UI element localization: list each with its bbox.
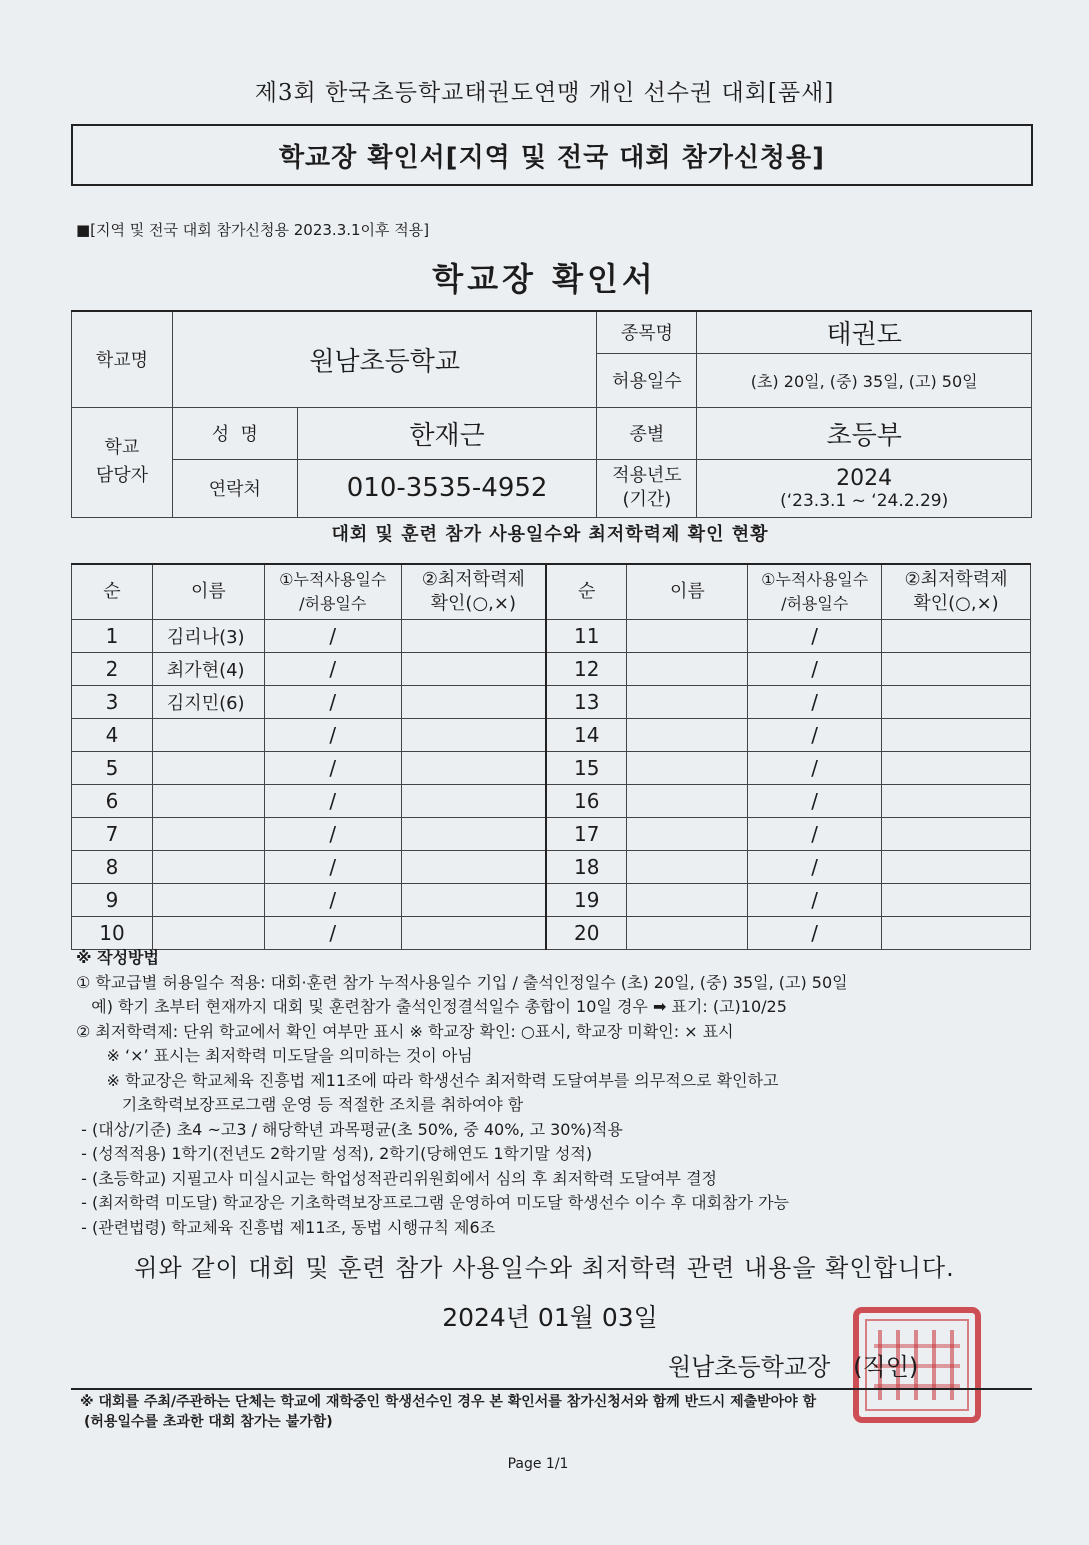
note-line: ※ 학교장은 학교체육 진흥법 제11조에 따라 학생선수 최저학력 도달여부를 의무적으로 확인하고 [76, 1070, 779, 1090]
row-no: 1 [72, 619, 153, 652]
boxed-title: 학교장 확인서[지역 및 전국 대회 참가신청용] [71, 124, 1033, 186]
row-check [401, 718, 546, 751]
note-line: ① 학교급별 허용일수 적용: 대회·훈련 참가 누적사용일수 기입 / 출석인정일수 (초) 20일, (중) 35일, (고) 50일 [76, 972, 848, 992]
manager-name-label: 성 명 [172, 407, 297, 459]
row-name: 김리나(3) [152, 619, 264, 652]
row-name [627, 916, 748, 949]
row-check [401, 817, 546, 850]
row-no: 20 [546, 916, 627, 949]
row-name: 최가현(4) [152, 652, 264, 685]
applied-year-cell [697, 459, 1032, 517]
row-no: 4 [72, 718, 153, 751]
note-line: - (관련법령) 학교체육 진흥법 제11조, 동법 시행규칙 제6조 [76, 1217, 496, 1237]
row-name [627, 817, 748, 850]
row-no: 2 [72, 652, 153, 685]
row-no: 5 [72, 751, 153, 784]
event-label: 종목명 [597, 311, 697, 353]
note-line: 예) 학기 초부터 현재까지 대회 및 훈련참가 출석인정결석일수 총합이 10일 경우 ➡ 표기: (고)10/25 [76, 997, 787, 1016]
row-name [152, 751, 264, 784]
row-check [401, 883, 546, 916]
row-check [882, 817, 1031, 850]
row-name [627, 619, 748, 652]
header-check: ②최저학력제 확인(○,×) [401, 564, 546, 619]
table-row [72, 784, 1031, 817]
row-check [401, 652, 546, 685]
row-days: / [748, 883, 882, 916]
contact-label: 연락처 [172, 459, 297, 517]
row-check [882, 619, 1031, 652]
table-row [72, 718, 1031, 751]
note-line: ※ 작성방법 [76, 948, 159, 967]
division-label: 종별 [597, 407, 697, 459]
event-value: 태권도 [697, 311, 1032, 353]
header-no: 순 [72, 564, 153, 619]
school-name-label: 학교명 [72, 311, 173, 407]
row-days: / [264, 784, 401, 817]
allowed-days-label: 허용일수 [597, 353, 697, 407]
row-name [627, 685, 748, 718]
table-row [72, 619, 1031, 652]
row-no: 19 [546, 883, 627, 916]
row-days: / [748, 718, 882, 751]
note-line: ※ ‘×’ 표시는 최저학력 미도달을 의미하는 것이 아님 [76, 1046, 473, 1065]
applied-year-label: 적용년도 (기간) [597, 459, 697, 517]
row-no: 18 [546, 850, 627, 883]
row-check [882, 751, 1031, 784]
row-no: 8 [72, 850, 153, 883]
header-name: 이름 [152, 564, 264, 619]
row-name [152, 817, 264, 850]
row-no: 6 [72, 784, 153, 817]
row-no: 17 [546, 817, 627, 850]
note-line: 기초학력보장프로그램 운영 등 적절한 조치를 취하여야 함 [76, 1095, 524, 1114]
row-name [627, 883, 748, 916]
writing-instructions [76, 946, 1036, 1240]
table-row [72, 817, 1031, 850]
table-row [72, 652, 1031, 685]
header-name-right: 이름 [627, 564, 748, 619]
row-no: 14 [546, 718, 627, 751]
row-no: 12 [546, 652, 627, 685]
row-days: / [264, 883, 401, 916]
header-days-right: ①누적사용일수 /허용일수 [748, 564, 882, 619]
table-row [72, 850, 1031, 883]
row-check [882, 850, 1031, 883]
row-name [627, 784, 748, 817]
table-row [72, 916, 1031, 949]
row-no: 13 [546, 685, 627, 718]
row-check [882, 916, 1031, 949]
manager-name-value: 한재근 [297, 407, 597, 459]
row-check [882, 883, 1031, 916]
note-line: ② 최저학력제: 단위 학교에서 확인 여부만 표시 ※ 학교장 확인: ○표시, 학교장 미확인: × 표시 [76, 1021, 734, 1041]
row-no: 3 [72, 685, 153, 718]
row-name [152, 916, 264, 949]
footnote-divider [71, 1388, 1032, 1390]
row-name: 김지민(6) [152, 685, 264, 718]
row-days: / [264, 619, 401, 652]
row-check [401, 784, 546, 817]
row-days: / [264, 817, 401, 850]
header-days: ①누적사용일수 /허용일수 [264, 564, 401, 619]
row-name [152, 883, 264, 916]
row-days: / [748, 619, 882, 652]
row-check [882, 784, 1031, 817]
page-number: Page 1/1 [507, 1456, 569, 1472]
row-name [152, 784, 264, 817]
participation-table [71, 563, 1031, 950]
row-no: 10 [72, 916, 153, 949]
row-days: / [748, 817, 882, 850]
row-name [152, 850, 264, 883]
row-days: / [748, 850, 882, 883]
document-title: 학교장 확인서 [432, 260, 657, 298]
row-check [882, 685, 1031, 718]
table-row [72, 685, 1031, 718]
row-check [882, 718, 1031, 751]
allowed-days-value: (초) 20일, (중) 35일, (고) 50일 [697, 353, 1032, 407]
row-days: / [264, 652, 401, 685]
footnote-line-1: ※ 대회를 주최/주관하는 단체는 학교에 재학중인 학생선수인 경우 본 확인서를 참가신청서와 함께 반드시 제출받아야 함 [80, 1394, 817, 1410]
row-name [627, 718, 748, 751]
row-check [401, 850, 546, 883]
applied-period-value: (‘23.3.1 ~ ‘24.2.29) [780, 490, 949, 511]
row-name [152, 718, 264, 751]
row-no: 11 [546, 619, 627, 652]
table-row [72, 883, 1031, 916]
row-check [401, 619, 546, 652]
header-check-right: ②최저학력제 확인(○,×) [882, 564, 1031, 619]
footnote-line-2: (허용일수를 초과한 대회 참가는 불가함) [84, 1414, 333, 1430]
division-value: 초등부 [697, 407, 1032, 459]
row-check [401, 916, 546, 949]
row-days: / [748, 751, 882, 784]
row-check [401, 685, 546, 718]
note-line: - (대상/기준) 초4 ~고3 / 해당학년 과목평균(초 50%, 중 40%, 고 30%)적용 [76, 1119, 623, 1139]
row-no: 9 [72, 883, 153, 916]
apply-note: ■[지역 및 전국 대회 참가신청용 2023.3.1이후 적용] [76, 221, 430, 239]
competition-title: 제3회 한국초등학교태권도연맹 개인 선수권 대회[품새] [254, 80, 835, 106]
contact-value: 010-3535-4952 [297, 459, 597, 517]
note-line: - (초등학교) 지필고사 미실시교는 학업성적관리위원회에서 심의 후 최저학력 도달여부 결정 [76, 1168, 717, 1188]
note-line: - (성적적용) 1학기(전년도 2학기말 성적), 2학기(당해연도 1학기말 성적) [76, 1144, 593, 1163]
row-days: / [748, 652, 882, 685]
row-name [627, 751, 748, 784]
applied-year-value: 2024 [836, 465, 893, 491]
issue-date: 2024년 01월 03일 [442, 1303, 658, 1332]
row-days: / [748, 784, 882, 817]
confirmation-statement: 위와 같이 대회 및 훈련 참가 사용일수와 최저학력 관련 내용을 확인합니다. [134, 1254, 955, 1282]
footnote [80, 1392, 1040, 1432]
school-name-value: 원남초등학교 [172, 311, 597, 407]
row-name [627, 850, 748, 883]
row-days: / [264, 916, 401, 949]
row-days: / [264, 718, 401, 751]
row-days: / [264, 850, 401, 883]
note-line: - (최저학력 미도달) 학교장은 기초학력보장프로그램 운영하여 미도달 학생선수 이수 후 대회참가 가능 [76, 1193, 789, 1212]
row-days: / [264, 751, 401, 784]
section-title: 대회 및 훈련 참가 사용일수와 최저학력제 확인 현황 [331, 524, 769, 545]
table-row [72, 751, 1031, 784]
row-name [627, 652, 748, 685]
row-no: 16 [546, 784, 627, 817]
row-days: / [748, 916, 882, 949]
manager-label: 학교 담당자 [72, 407, 173, 517]
row-days: / [748, 685, 882, 718]
row-no: 15 [546, 751, 627, 784]
header-no-right: 순 [546, 564, 627, 619]
school-info-table [71, 310, 1032, 518]
row-check [882, 652, 1031, 685]
row-days: / [264, 685, 401, 718]
principal-signature: 원남초등학교장 (직인) [668, 1353, 919, 1381]
row-check [401, 751, 546, 784]
row-no: 7 [72, 817, 153, 850]
